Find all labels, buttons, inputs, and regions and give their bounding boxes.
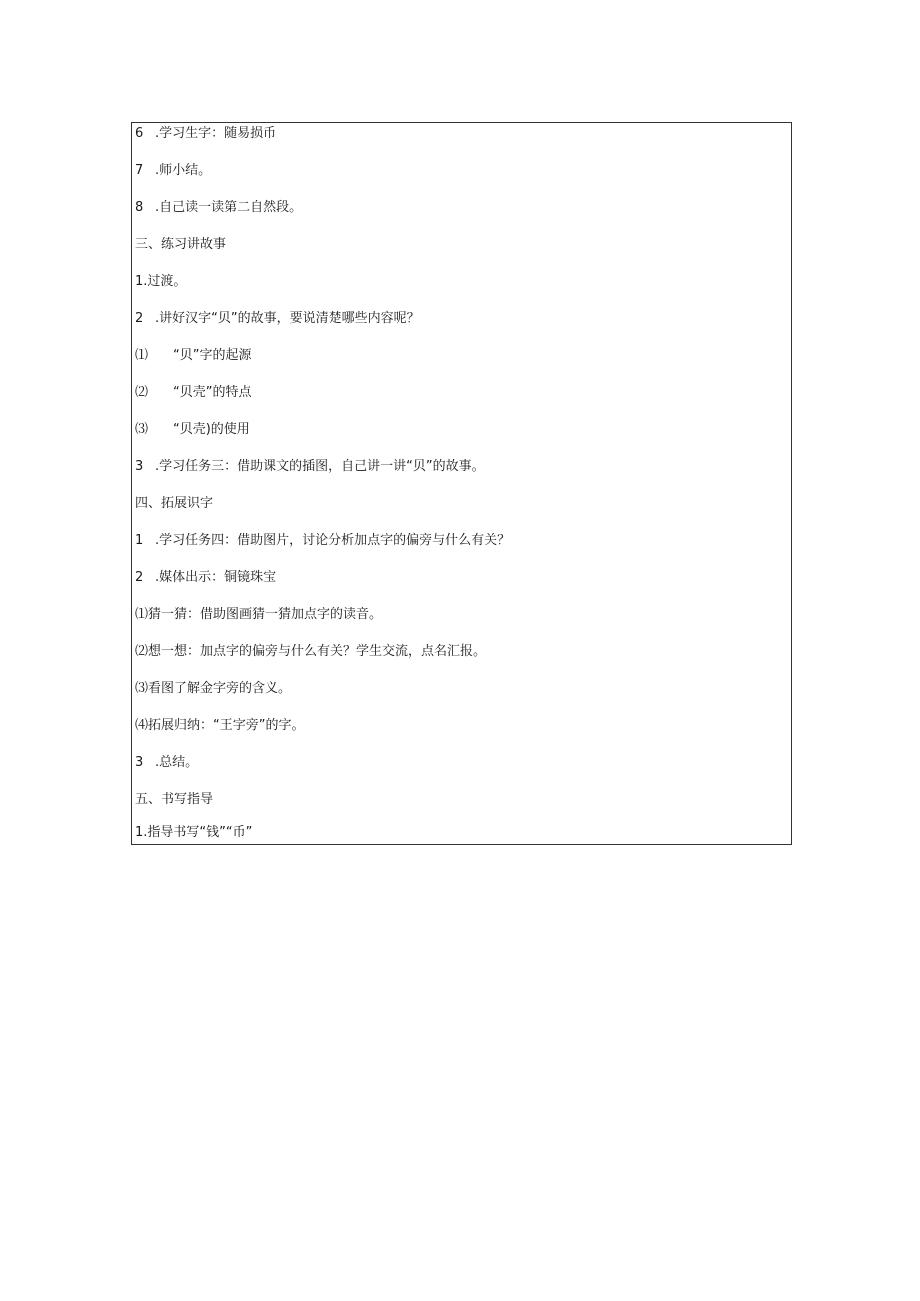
step-text: .学习任务四：借助图片，讨论分析加点字的偏旁与什么有关？ [155, 533, 511, 548]
step-number: 8 [135, 200, 144, 215]
step-number: 1 [135, 533, 144, 548]
sub-step-text: ⑴猜一猜：借助图画猜一猜加点字的读音。 [135, 607, 383, 622]
section-heading-text: 三、练习讲故事 [135, 237, 227, 252]
step-line [135, 457, 485, 477]
step-number: 3 [135, 459, 144, 474]
sub-step-line [135, 383, 251, 403]
sub-step-text: ⑶看图了解金字旁的含义。 [135, 681, 292, 696]
step-text: .自己读一读第二自然段。 [155, 200, 303, 215]
sub-step-number: ⑶ [135, 422, 149, 437]
step-line [135, 124, 276, 144]
sub-step-line [135, 716, 304, 736]
step-number: 3 [135, 755, 144, 770]
step-text: .讲好汉字“贝”的故事，要说清楚哪些内容呢？ [155, 311, 420, 326]
sub-step-number: ⑵ [135, 385, 149, 400]
step-line [135, 531, 510, 551]
step-line [135, 753, 198, 773]
step-line [135, 823, 252, 843]
sub-step-number: ⑴ [135, 348, 149, 363]
step-text: 1.指导书写“钱”“币” [135, 825, 253, 840]
step-text: 1.过渡。 [135, 274, 187, 289]
sub-step-line [135, 420, 250, 440]
step-line [135, 568, 276, 588]
sub-step-text: ⑵想一想：加点字的偏旁与什么有关？学生交流，点名汇报。 [135, 644, 487, 659]
section-heading [135, 790, 213, 810]
sub-step-line [135, 642, 486, 662]
section-heading-text: 四、拓展识字 [135, 496, 214, 511]
sub-step-line [135, 346, 251, 366]
step-line [135, 309, 420, 329]
step-text: .总结。 [155, 755, 199, 770]
step-text: .学习任务三：借助课文的插图，自己讲一讲“贝”的故事。 [155, 459, 485, 474]
step-number: 6 [135, 126, 144, 141]
lesson-plan-table-cell [131, 122, 792, 845]
section-heading-text: 五、书写指导 [135, 792, 214, 807]
sub-step-line [135, 679, 291, 699]
step-text: .师小结。 [155, 163, 212, 178]
section-heading [135, 235, 226, 255]
step-line [135, 161, 211, 181]
sub-step-line [135, 605, 382, 625]
step-text: .媒体出示：铜镜珠宝 [155, 570, 277, 585]
sub-step-text: ⑷拓展归纳：“王字旁”的字。 [135, 718, 305, 733]
step-line [135, 198, 302, 218]
step-line [135, 272, 186, 292]
sub-step-text: “贝壳”的特点 [173, 385, 252, 400]
section-heading [135, 494, 213, 514]
step-number: 2 [135, 570, 144, 585]
step-text: .学习生字：随易损币 [155, 126, 277, 141]
step-number: 2 [135, 311, 144, 326]
step-number: 7 [135, 163, 144, 178]
sub-step-text: “贝壳)的使用 [173, 422, 250, 437]
sub-step-text: “贝”字的起源 [173, 348, 252, 363]
